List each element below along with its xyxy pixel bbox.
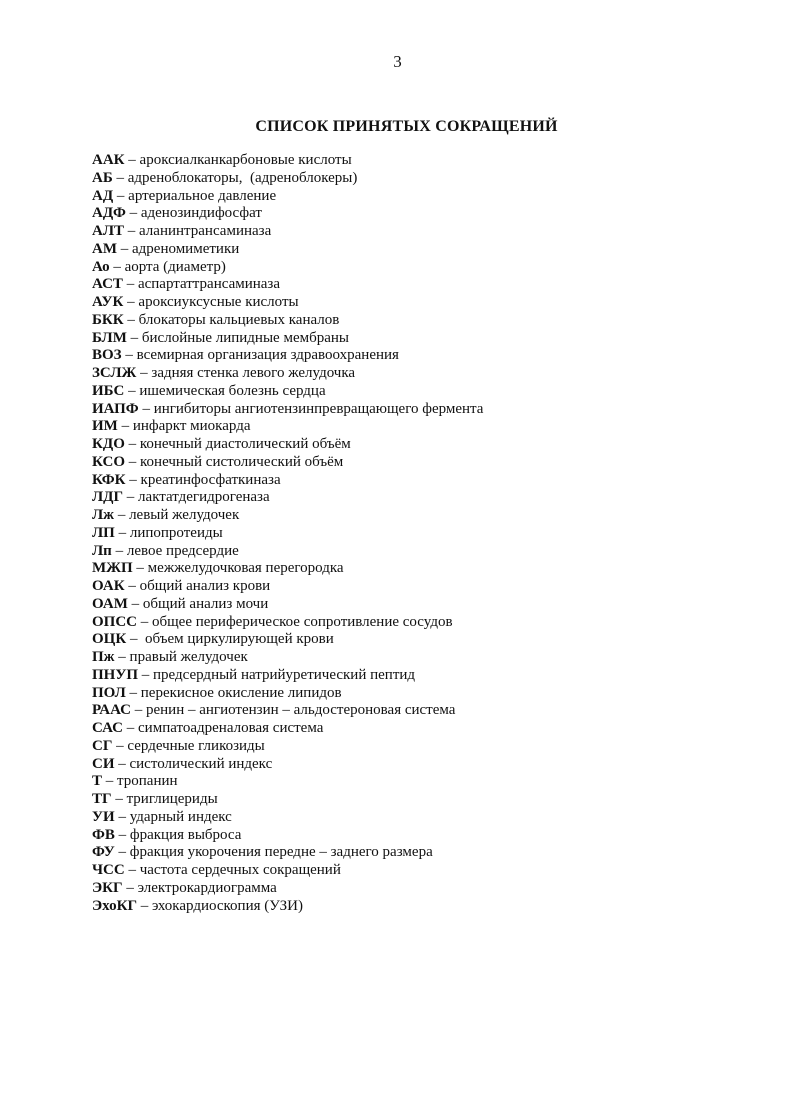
page-title: СПИСОК ПРИНЯТЫХ СОКРАЩЕНИЙ: [255, 118, 558, 135]
abbreviation-item: [92, 525, 483, 543]
abbreviation-term: АМ: [92, 240, 117, 257]
abbreviation-definition: – лактатдегидрогеназа: [123, 489, 270, 506]
abbreviation-item: [92, 223, 483, 241]
abbreviation-item: [92, 596, 483, 614]
abbreviation-term: ОАК: [92, 578, 125, 594]
abbreviation-term: ЭКГ: [92, 879, 123, 896]
abbreviation-term: ФВ: [92, 826, 115, 843]
abbreviation-term: АСТ: [92, 276, 123, 293]
abbreviation-item: [92, 667, 483, 685]
abbreviation-term: ОАМ: [92, 595, 128, 612]
abbreviation-definition: – ароксиалканкарбоновые кислоты: [124, 152, 352, 168]
abbreviation-definition: – электрокардиограмма: [122, 879, 277, 896]
abbreviation-item: [92, 898, 483, 916]
abbreviation-item: [92, 259, 483, 277]
abbreviation-term: ИБС: [92, 382, 125, 399]
abbreviation-term: КДО: [92, 436, 125, 452]
abbreviation-list: [92, 152, 483, 915]
abbreviation-item: [92, 152, 483, 170]
abbreviation-definition: – инфаркт миокарда: [117, 418, 251, 435]
abbreviation-term: РААС: [92, 702, 131, 719]
abbreviation-definition: – аланинтрансаминаза: [124, 223, 272, 239]
abbreviation-item: [92, 205, 483, 223]
abbreviation-item: [92, 312, 483, 330]
abbreviation-definition: – межжелудочковая перегородка: [132, 560, 344, 577]
abbreviation-item: [92, 347, 483, 365]
abbreviation-item: [92, 276, 483, 294]
abbreviation-item: [92, 241, 483, 259]
abbreviation-definition: – тропанин: [102, 773, 178, 790]
abbreviation-definition: – симпатоадреналовая система: [123, 720, 324, 736]
abbreviation-item: [92, 649, 483, 667]
page-number: 3: [393, 52, 402, 71]
abbreviation-definition: – ишемическая болезнь сердца: [124, 382, 326, 399]
abbreviation-term: ПОЛ: [92, 684, 126, 701]
abbreviation-item: [92, 401, 483, 419]
abbreviation-term: ВОЗ: [92, 347, 122, 364]
abbreviation-item: [92, 454, 483, 472]
abbreviation-term: Лп: [92, 542, 112, 559]
abbreviation-definition: – артериальное давление: [113, 187, 277, 204]
abbreviation-definition: – адреноблокаторы, (адреноблокеры): [112, 169, 358, 186]
abbreviation-item: [92, 756, 483, 774]
abbreviation-item: [92, 383, 483, 401]
abbreviation-item: [92, 720, 483, 738]
abbreviation-term: УИ: [92, 808, 115, 825]
abbreviation-definition: – конечный систолический объём: [125, 453, 344, 470]
abbreviation-definition: – аорта (диаметр): [109, 258, 226, 275]
abbreviation-term: КФК: [92, 471, 126, 488]
abbreviation-definition: – сердечные гликозиды: [112, 737, 265, 754]
abbreviation-item: [92, 560, 483, 578]
abbreviation-term: Лж: [92, 507, 115, 523]
abbreviation-definition: – ренин – ангиотензин – альдостероновая система: [131, 702, 456, 719]
abbreviation-term: Т: [92, 773, 103, 790]
abbreviation-item: [92, 880, 483, 898]
abbreviation-definition: – липопротеиды: [114, 524, 223, 541]
abbreviation-definition: – бислойные липидные мембраны: [126, 329, 349, 346]
abbreviation-term: ЛДГ: [92, 489, 124, 506]
abbreviation-term: МЖП: [92, 560, 133, 577]
abbreviation-item: [92, 614, 483, 632]
abbreviation-definition: – левое предсердие: [111, 542, 239, 559]
abbreviation-item: [92, 330, 483, 348]
abbreviation-definition: – аспартаттрансаминаза: [122, 276, 281, 293]
abbreviation-term: АД: [92, 187, 114, 204]
abbreviation-term: Ао: [92, 258, 110, 275]
abbreviation-term: ОЦК: [92, 631, 127, 648]
abbreviation-definition: – всемирная организация здравоохранения: [121, 347, 399, 364]
abbreviation-definition: – ингибиторы ангиотензинпревращающего фермента: [138, 400, 484, 417]
abbreviation-definition: – левый желудочек: [114, 507, 240, 523]
abbreviation-item: [92, 418, 483, 436]
abbreviation-term: ААК: [92, 152, 125, 168]
abbreviation-item: [92, 543, 483, 561]
abbreviation-term: ИАПФ: [92, 400, 139, 417]
abbreviation-item: [92, 170, 483, 188]
abbreviation-item: [92, 188, 483, 206]
abbreviation-term: КСО: [92, 453, 126, 470]
abbreviation-term: ПНУП: [92, 666, 139, 683]
abbreviation-item: [92, 489, 483, 507]
abbreviation-definition: – ароксиуксусные кислоты: [123, 294, 299, 310]
abbreviation-definition: – перекисное окисление липидов: [125, 684, 342, 701]
abbreviation-term: Пж: [92, 649, 115, 665]
abbreviation-term: ЭхоКГ: [92, 897, 138, 914]
abbreviation-term: АЛТ: [92, 223, 125, 239]
abbreviation-definition: – креатинфосфаткиназа: [125, 471, 281, 488]
abbreviation-term: ИМ: [92, 418, 118, 435]
abbreviation-term: СИ: [92, 755, 115, 772]
abbreviation-item: [92, 738, 483, 756]
abbreviation-term: АБ: [92, 169, 113, 186]
abbreviation-definition: – частота сердечных сокращений: [124, 862, 341, 878]
abbreviation-term: ЗСЛЖ: [92, 365, 137, 381]
abbreviation-item: [92, 773, 483, 791]
abbreviation-definition: – объем циркулирующей крови: [126, 631, 334, 648]
abbreviation-item: [92, 436, 483, 454]
abbreviation-definition: – фракция выброса: [114, 826, 242, 843]
abbreviation-item: [92, 578, 483, 596]
abbreviation-definition: – адреномиметики: [117, 240, 240, 257]
abbreviation-term: БЛМ: [92, 329, 127, 346]
abbreviation-term: АДФ: [92, 205, 126, 222]
abbreviation-item: [92, 809, 483, 827]
abbreviation-item: [92, 791, 483, 809]
abbreviation-definition: – блокаторы кальциевых каналов: [123, 311, 340, 328]
abbreviation-item: [92, 827, 483, 845]
abbreviation-term: СГ: [92, 737, 113, 754]
abbreviation-definition: – фракция укорочения передне – заднего размера: [114, 844, 433, 861]
abbreviation-term: ТГ: [92, 791, 112, 807]
abbreviation-definition: – общий анализ мочи: [127, 595, 269, 612]
abbreviation-item: [92, 365, 483, 383]
abbreviation-term: БКК: [92, 311, 124, 328]
abbreviation-term: АУК: [92, 294, 124, 310]
abbreviation-term: ЛП: [92, 524, 115, 541]
abbreviation-item: [92, 862, 483, 880]
abbreviation-definition: – конечный диастолический объём: [124, 436, 351, 452]
abbreviation-term: ЧСС: [92, 862, 125, 878]
abbreviation-definition: – предсердный натрийуретический пептид: [138, 666, 416, 683]
abbreviation-item: [92, 844, 483, 862]
abbreviation-definition: – аденозиндифосфат: [125, 205, 262, 222]
abbreviation-term: ОПСС: [92, 613, 137, 630]
abbreviation-definition: – систолический индекс: [114, 755, 273, 772]
abbreviation-item: [92, 685, 483, 703]
abbreviation-definition: – ударный индекс: [114, 808, 232, 825]
abbreviation-definition: – эхокардиоскопия (УЗИ): [137, 897, 304, 914]
abbreviation-definition: – правый желудочек: [114, 649, 248, 665]
abbreviation-item: [92, 507, 483, 525]
abbreviation-definition: – триглицериды: [111, 791, 218, 807]
abbreviation-definition: – общее периферическое сопротивление сосудов: [137, 613, 453, 630]
abbreviation-definition: – общий анализ крови: [124, 578, 271, 594]
abbreviation-item: [92, 294, 483, 312]
abbreviation-term: ФУ: [92, 844, 115, 861]
abbreviation-item: [92, 631, 483, 649]
abbreviation-item: [92, 702, 483, 720]
abbreviation-item: [92, 472, 483, 490]
abbreviation-definition: – задняя стенка левого желудочка: [136, 365, 356, 381]
abbreviation-term: САС: [92, 720, 124, 736]
